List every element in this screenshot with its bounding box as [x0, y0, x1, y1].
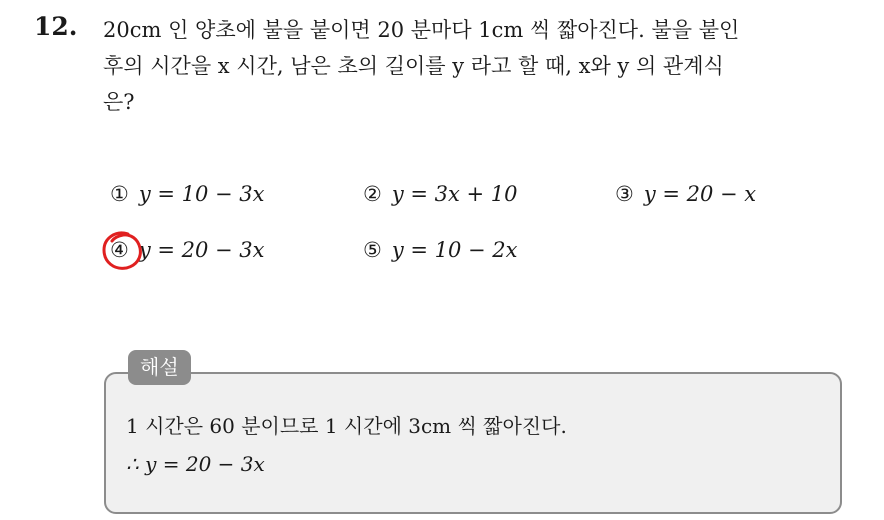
choice-2-number: ② — [363, 182, 382, 206]
choice-3-expression: y = 20 − x — [643, 182, 757, 206]
choice-2[interactable] — [363, 182, 518, 206]
choice-4-expression: y = 20 − 3x — [138, 238, 265, 262]
choice-3-number: ③ — [615, 182, 634, 206]
question-text — [103, 12, 863, 120]
question-number: 12. — [34, 12, 78, 41]
question-line-3: 은? — [103, 90, 135, 114]
choice-2-expression: y = 3x + 10 — [391, 182, 518, 206]
choice-5-number: ⑤ — [363, 238, 382, 262]
choice-5-expression: y = 10 − 2x — [391, 238, 518, 262]
question-line-1: 20cm 인 양초에 불을 붙이면 20 분마다 1cm 씩 짧아진다. 불을 붙인 — [103, 18, 740, 42]
choice-4-number: ④ — [110, 238, 129, 262]
choice-1-number: ① — [110, 182, 129, 206]
choice-1[interactable] — [110, 182, 265, 206]
solution-line-1: 1 시간은 60 분이므로 1 시간에 3cm 씩 짧아진다. — [126, 414, 567, 438]
solution-tag: 해설 — [128, 350, 191, 385]
choice-1-expression: y = 10 − 3x — [138, 182, 265, 206]
answer-circle-mark — [98, 226, 146, 274]
question-line-2: 후의 시간을 x 시간, 남은 초의 길이를 y 라고 할 때, x와 y 의 관계식 — [103, 54, 724, 78]
solution-line-2: ∴ y = 20 − 3x — [126, 452, 265, 476]
solution-box — [104, 372, 842, 514]
choice-3[interactable] — [615, 182, 756, 206]
choice-5[interactable] — [363, 238, 518, 262]
